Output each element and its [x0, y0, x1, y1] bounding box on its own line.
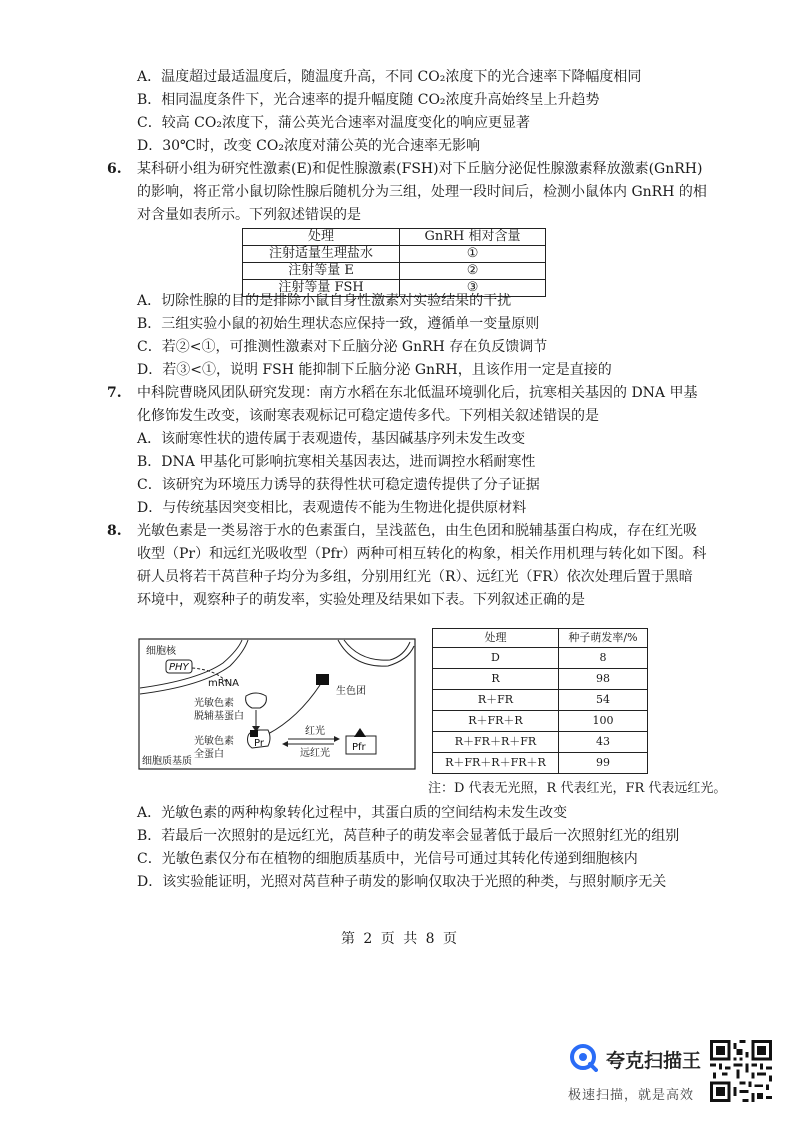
table-cell: ① — [400, 246, 546, 263]
table-cell: 注射适量生理盐水 — [243, 246, 400, 263]
apoprotein-label-1: 光敏色素 — [194, 698, 234, 709]
table-cell: R＋FR＋R — [433, 711, 559, 732]
mrna-label: mRNA — [208, 678, 240, 689]
q5-option-b: B．相同温度条件下，光合速率的提升幅度随 CO₂浓度升高始终呈上升趋势 — [137, 92, 600, 108]
q7-option-b: B．DNA 甲基化可影响抗寒相关基因表达，进而调控水稻耐寒性 — [137, 454, 536, 470]
membrane-curve-2 — [344, 640, 410, 660]
table-cell: D — [433, 648, 559, 669]
table-row — [243, 246, 546, 263]
q5-option-c: C．较高 CO₂浓度下，蒲公英光合速率对温度变化的响应更显著 — [137, 115, 530, 131]
table-cell: 注射等量 E — [243, 263, 400, 280]
pr-label: Pr — [254, 738, 264, 749]
phy-gene-label: PHY — [169, 662, 189, 673]
chromophore-label: 生色团 — [336, 686, 366, 697]
q7-option-a: A．该耐寒性状的遗传属于表观遗传，基因碱基序列未发生改变 — [137, 431, 526, 447]
q8-option-a: A．光敏色素的两种构象转化过程中，其蛋白质的空间结构未发生改变 — [137, 805, 568, 821]
q6-stem-line-1: 某科研小组为研究性激素(E)和促性腺激素(FSH)对下丘脑分泌促性腺激素释放激素(GnRH) — [137, 161, 703, 177]
page-footer: 第 2 页 共 8 页 — [340, 931, 460, 947]
table-cell: 99 — [558, 753, 647, 774]
far-red-arrowhead — [282, 741, 288, 747]
q6-table — [242, 228, 546, 297]
table-cell: 43 — [558, 732, 647, 753]
q8-option-c: C．光敏色素仅分布在植物的细胞质基质中，光信号可通过其转化传递到细胞核内 — [137, 851, 638, 867]
q7-option-c: C．该研究为环境压力诱导的获得性状可稳定遗传提供了分子证据 — [137, 477, 540, 493]
table-row — [243, 263, 546, 280]
q8-stem-line-3: 研人员将若干莴苣种子均分为多组，分别用红光（R）、远红光（FR）依次处理后置于黑暗 — [137, 569, 693, 585]
table-cell: 注射等量 FSH — [243, 280, 400, 297]
table-cell: ② — [400, 263, 546, 280]
table-row — [433, 732, 648, 753]
q6-option-d: D．若③<①，说明 FSH 能抑制下丘脑分泌 GnRH，且该作用一定是直接的 — [137, 362, 612, 378]
table-header-cell: 处理 — [433, 629, 559, 648]
table-row — [433, 690, 648, 711]
scanner-brand-name: 夸克扫描王 — [606, 1050, 702, 1072]
q8-table — [432, 628, 648, 774]
nucleus-label: 细胞核 — [146, 646, 176, 657]
scanner-slogan: 极速扫描，就是高效 — [568, 1088, 695, 1103]
holoprotein-label-2: 全蛋白 — [194, 749, 224, 760]
q5-option-d: D．30℃时，改变 CO₂浓度对蒲公英的光合速率无影响 — [137, 138, 480, 154]
apoprotein-shape — [246, 693, 267, 708]
q8-stem-line-2: 收型（Pr）和远红光吸收型（Pfr）两种可相互转化的构象，相关作用机理与转化如下图。科 — [137, 546, 707, 562]
apoprotein-label-2: 脱辅基蛋白 — [194, 711, 244, 722]
q5-option-a: A．温度超过最适温度后，随温度升高，不同 CO₂浓度下的光合速率下降幅度相同 — [137, 69, 642, 85]
q6-option-b: B．三组实验小鼠的初始生理状态应保持一致，遵循单一变量原则 — [137, 316, 540, 332]
table-row — [433, 711, 648, 732]
q8-stem-line-4: 环境中，观察种子的萌发率，实验处理及结果如下表。下列叙述正确的是 — [137, 592, 585, 608]
table-header-row — [433, 629, 648, 648]
table-cell: R — [433, 669, 559, 690]
table-header-cell: 种子萌发率/% — [558, 629, 647, 648]
q7-option-d: D．与传统基因突变相比，表观遗传不能为生物进化提供原材料 — [137, 500, 527, 516]
table-cell: ③ — [400, 280, 546, 297]
red-light-arrowhead — [334, 736, 340, 742]
table-cell: 8 — [558, 648, 647, 669]
far-red-label: 远红光 — [300, 748, 330, 759]
q6-number: 6. — [107, 161, 122, 177]
q6-option-c: C．若②<①，可推测性激素对下丘脑分泌 GnRH 存在负反馈调节 — [137, 339, 548, 355]
q7-stem-line-2: 化修饰发生改变，该耐寒表观标记可稳定遗传多代。下列相关叙述错误的是 — [137, 408, 599, 424]
table-row — [433, 753, 648, 774]
table-cell: 98 — [558, 669, 647, 690]
q8-number: 8. — [107, 523, 122, 539]
pr-chromophore — [250, 730, 258, 737]
table-cell: 54 — [558, 690, 647, 711]
q8-option-b: B．若最后一次照射的是远红光，莴苣种子的萌发率会显著低于最后一次照射红光的组别 — [137, 828, 680, 844]
pfr-label: Pfr — [352, 742, 366, 753]
pfr-chromophore — [354, 728, 366, 737]
q6-stem-line-3: 对含量如表所示。下列叙述错误的是 — [137, 207, 361, 223]
red-light-label: 红光 — [305, 726, 325, 737]
quark-logo-icon — [568, 1042, 598, 1072]
table-header-cell: 处理 — [243, 229, 400, 246]
q8-option-d: D．该实验能证明，光照对莴苣种子萌发的影响仅取决于光照的种类，与照射顺序无关 — [137, 874, 667, 890]
q6-option-a: A．切除性腺的目的是排除小鼠自身性激素对实验结果的干扰 — [137, 293, 512, 309]
q8-table-note: 注：D 代表无光照，R 代表红光，FR 代表远红光。 — [428, 781, 727, 796]
q8-stem-line-1: 光敏色素是一类易溶于水的色素蛋白，呈浅蓝色，由生色团和脱辅基蛋白构成，存在红光吸 — [137, 523, 697, 539]
table-cell: R＋FR＋R＋FR＋R — [433, 753, 559, 774]
qr-code-icon — [710, 1040, 772, 1102]
q7-stem-line-1: 中科院曹晓风团队研究发现：南方水稻在东北低温环境驯化后，抗寒相关基因的 DNA 甲基 — [137, 385, 698, 401]
cytoplasm-label: 细胞质基质 — [142, 756, 192, 767]
table-header-row — [243, 229, 546, 246]
phytochrome-diagram — [138, 638, 416, 770]
q6-stem-line-2: 的影响，将正常小鼠切除性腺后随机分为三组，处理一段时间后，检测小鼠体内 GnRH 的相 — [137, 184, 707, 200]
table-cell: R＋FR＋R＋FR — [433, 732, 559, 753]
holoprotein-label-1: 光敏色素 — [194, 736, 234, 747]
table-row — [433, 648, 648, 669]
q7-number: 7. — [107, 385, 122, 401]
table-header-cell: GnRH 相对含量 — [400, 229, 546, 246]
table-cell: R＋FR — [433, 690, 559, 711]
table-row — [433, 669, 648, 690]
chromophore-shape — [316, 674, 329, 685]
table-cell: 100 — [558, 711, 647, 732]
